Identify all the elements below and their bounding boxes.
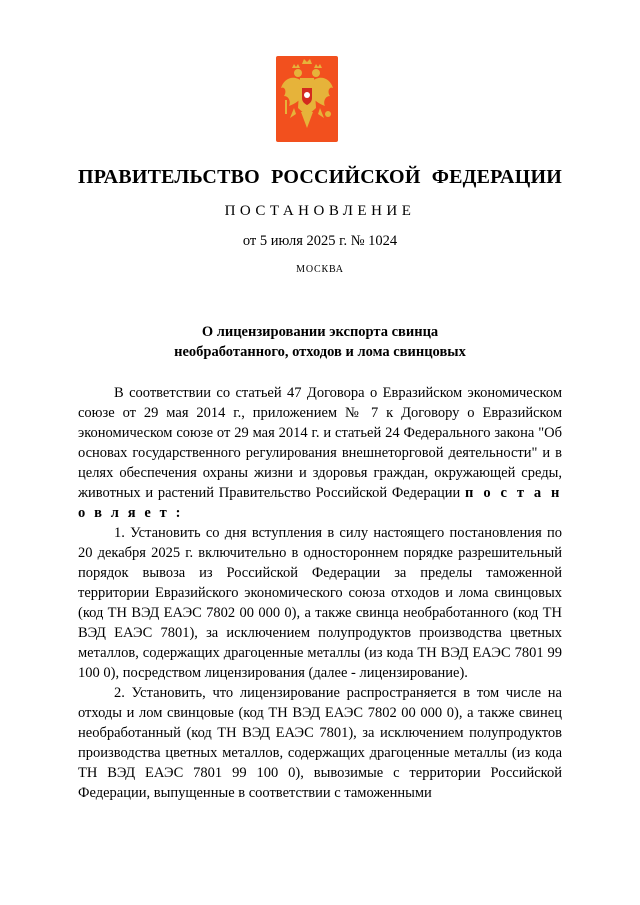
title-line-2: необработанного, отходов и лома свинцовых <box>174 344 466 360</box>
document-body <box>78 383 562 803</box>
decree-word: п о с т а н о в л я е т : <box>78 485 563 521</box>
russian-coat-of-arms-icon <box>276 56 338 142</box>
item-1-paragraph: 1. Установить со дня вступления в силу настоящего постановления по 20 декабря 2025 г. включительно в одностороннем порядке разрешительный порядок вывоза из Российской Федерации за пределы таможенной территории Евразийского экономического союза отходов и лома свинцовых (код ТН ВЭД ЕАЭС 7802 00 000 0), а также свинца необработанного (код ТН ВЭД ЕАЭС 7801), за исключением полупродуктов производства цветных металлов, содержащих драгоценные металлы (из кода ТН ВЭД ЕАЭС 7801 99 100 0), посредством лицензирования (далее - лицензирование). <box>78 525 562 681</box>
item-2-paragraph: 2. Установить, что лицензирование распространяется в том числе на отходы и лом свинцовые (код ТН ВЭД ЕАЭС 7802 00 000 0), а также свинец необработанный (код ТН ВЭД ЕАЭС 7801), за исключением полупродуктов производства цветных металлов, содержащих драгоценные металлы (из кода ТН ВЭД ЕАЭС 7801 99 100 0), вывозимые с территории Российской Федерации, выпущенные в соответствии с таможенными <box>78 685 562 801</box>
government-name: ПРАВИТЕЛЬСТВО РОССИЙСКОЙ ФЕДЕРАЦИИ <box>78 166 562 188</box>
emblem-graphic <box>276 56 338 142</box>
document-title <box>0 322 640 362</box>
city-name: МОСКВА <box>296 264 344 275</box>
title-line-1: О лицензировании экспорта свинца <box>201 324 439 340</box>
preamble-text: В соответствии со статьей 47 Договора о Евразийском экономическом союзе от 29 мая 2014 г., приложением № 7 к Договору о Евразийском экономическом союзе от 29 мая 2014 г. и статьей 24 Федерального закона "Об основах государственного регулирования внешнеторговой деятельности" и в целях обеспечения охраны жизни и здоровья граждан, окружающей среды, животных и растений Правительство Российской Федерации <box>78 385 562 501</box>
preamble-paragraph <box>78 383 562 523</box>
date-and-number: от 5 июля 2025 г. № 1024 <box>242 233 398 249</box>
document-type: ПОСТАНОВЛЕНИЕ <box>224 203 416 219</box>
